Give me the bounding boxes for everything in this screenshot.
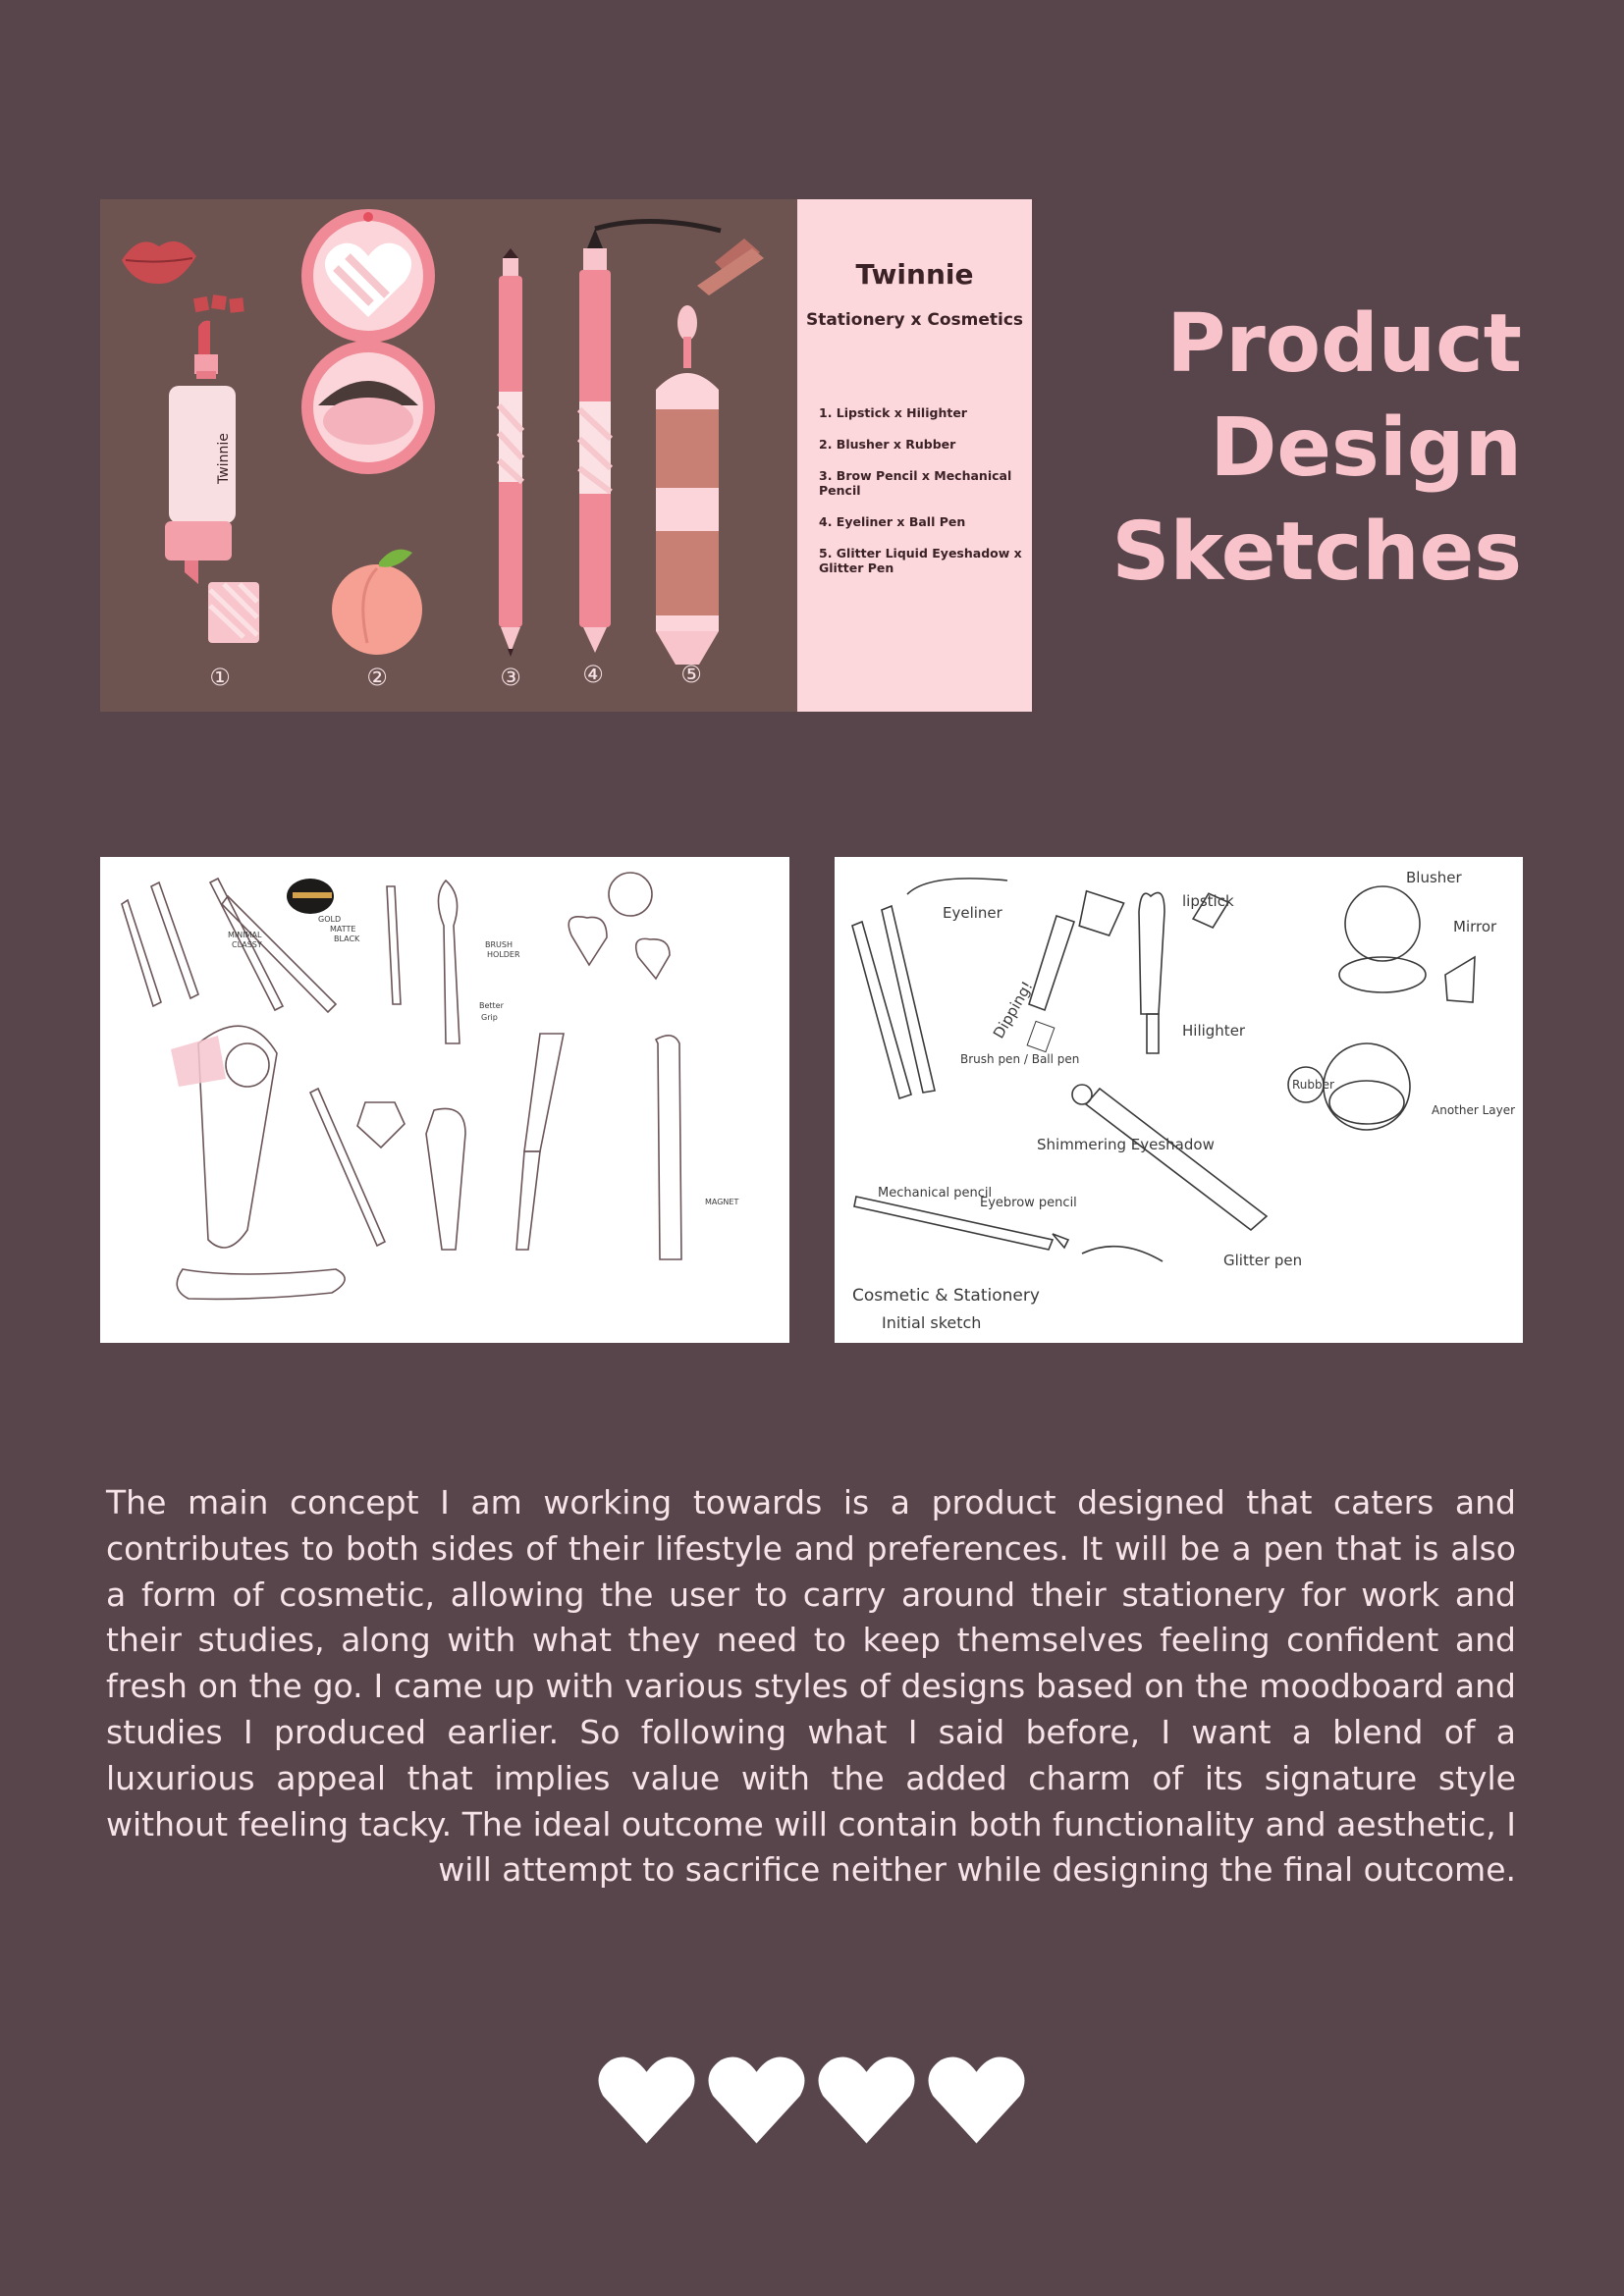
number-2: ②	[366, 664, 388, 691]
lips-icon	[122, 241, 196, 284]
heart-icon	[817, 2054, 916, 2146]
sketch-note: CLASSY	[232, 940, 262, 949]
sketch-label: Initial sketch	[882, 1313, 982, 1332]
page-title	[1111, 293, 1522, 605]
compact-blusher-sketch	[301, 209, 435, 655]
product-list	[819, 405, 1025, 592]
product-item: 4. Eyeliner x Ball Pen	[819, 514, 966, 529]
sketch-note: BRUSH	[485, 940, 513, 949]
sketch-note: Grip	[481, 1013, 498, 1022]
brand-name: Twinnie	[855, 258, 974, 291]
body-paragraph: The main concept I am working towards is a product designed that caters and contributes to both sides of their lifestyle and preferences. It will be a pen that is also a form of cosmetic, allowing the user to carry around their stationery for work and their studies, along with what they need to keep themselves feeling confident and fresh on the go. I came up with various styles of designs based on the moodboard and studies I produced earlier. So following what I said before, I want a blend of a luxurious appeal that implies value with the added charm of its signature style without feeling tacky. The ideal outcome will contain both functionality and aesthetic, I will attempt to sacrifice neither while designing the final outcome.	[106, 1483, 1516, 1890]
number-4: ④	[582, 661, 604, 688]
product-legend	[797, 199, 1032, 712]
sketch-panel-pens	[100, 857, 789, 1343]
sketch-label: Hilighter	[1182, 1022, 1246, 1040]
sketch-note: GOLD	[318, 915, 342, 924]
lipstick-highlighter-sketch	[165, 321, 259, 643]
sketch-note: MAGNET	[705, 1198, 739, 1206]
sketch-label: Mirror	[1453, 918, 1497, 935]
product-item: 2. Blusher x Rubber	[819, 437, 956, 452]
product-item: 3. Brow Pencil x Mechanical Pencil	[819, 468, 1012, 498]
heart-icon	[927, 2054, 1026, 2146]
title-line: Product	[1166, 297, 1522, 391]
sketch-label: Shimmering Eyeshadow	[1037, 1136, 1215, 1153]
sketch-label: Another Layer	[1432, 1103, 1516, 1117]
sketch-note: MINIMAL	[228, 931, 262, 939]
number-1: ①	[209, 664, 231, 691]
sketch-label: Glitter pen	[1223, 1252, 1303, 1269]
brand-subtitle: Stationery x Cosmetics	[805, 310, 1024, 330]
product-illustration	[100, 199, 797, 712]
brow-pencil-sketch	[499, 248, 522, 657]
product-item: 1. Lipstick x Hilighter	[819, 405, 967, 420]
sketch-note: HOLDER	[487, 950, 520, 959]
number-5: ⑤	[680, 661, 702, 688]
sketch-note: BLACK	[334, 934, 360, 943]
heart-icon	[707, 2054, 806, 2146]
sketch-label: Mechanical pencil	[878, 1186, 993, 1201]
title-line: Design	[1210, 401, 1522, 495]
sketch-label: Brush pen / Ball pen	[960, 1052, 1080, 1066]
sketch-label: Blusher	[1406, 869, 1462, 886]
sketch-note: Better	[479, 1001, 504, 1010]
sketch-label: lipstick	[1182, 892, 1234, 910]
sketch-label: Eyebrow pencil	[980, 1196, 1077, 1210]
sketch-label: Eyeliner	[943, 904, 1002, 922]
title-line: Sketches	[1111, 506, 1522, 599]
sketch-label: Cosmetic & Stationery	[852, 1286, 1040, 1306]
sketch-label: Dipping!	[989, 978, 1037, 1041]
product-item: 5. Glitter Liquid Eyeshadow x Glitter Pen	[819, 546, 1022, 575]
sketch-panel-cosmetics	[835, 857, 1523, 1343]
sketch-note: MATTE	[330, 925, 356, 934]
sketch-label: Rubber	[1292, 1078, 1334, 1092]
hearts-row	[597, 2054, 1029, 2146]
glitter-eyeshadow-pen-sketch	[656, 239, 764, 665]
heart-icon	[597, 2054, 696, 2146]
lipstick-brand-text: Twinnie	[216, 433, 232, 484]
number-3: ③	[500, 664, 521, 691]
